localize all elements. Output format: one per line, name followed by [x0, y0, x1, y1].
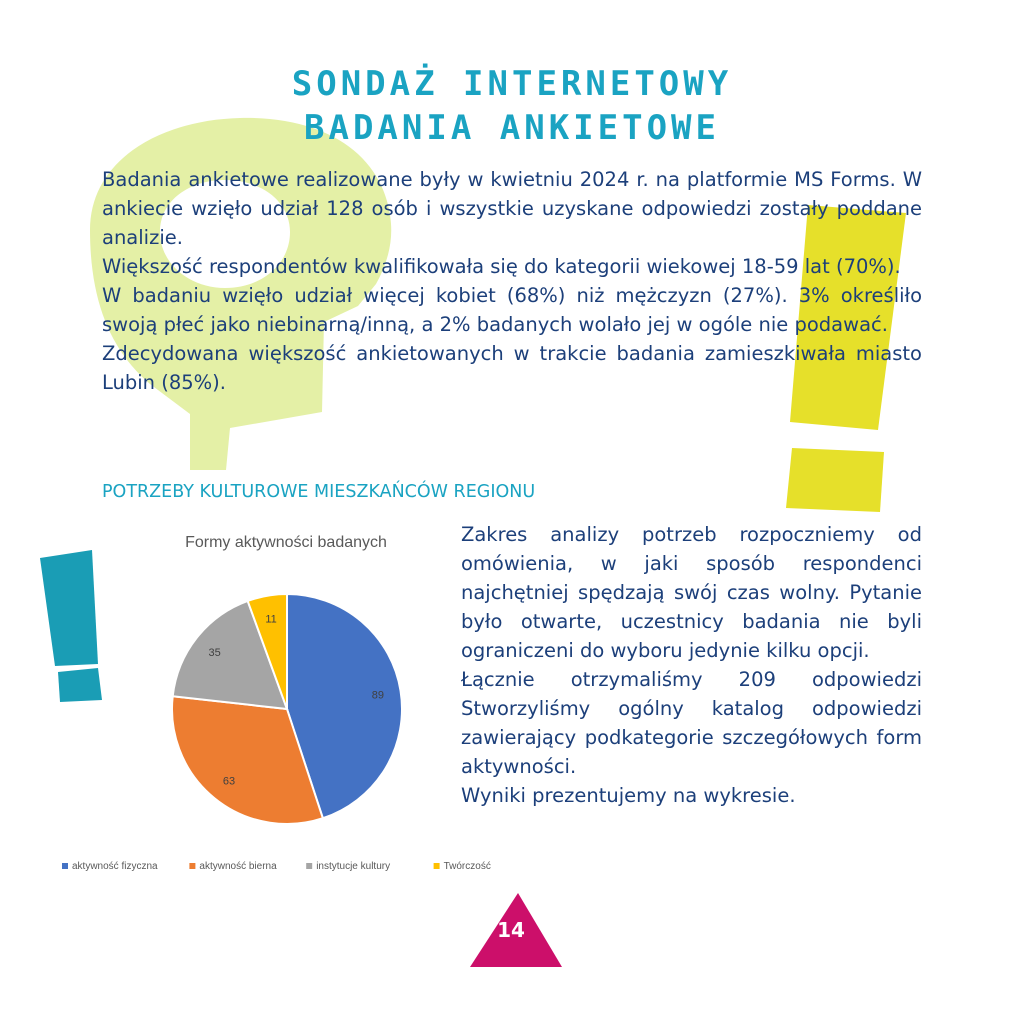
analysis-paragraph: Łącznie otrzymaliśmy 209 odpowiedzi Stworzyliśmy ogólny katalog odpowiedzi zawierający podkategorie szczegółowych form aktywności.: [461, 668, 922, 778]
analysis-text: [461, 520, 922, 810]
analysis-paragraph: Zakres analizy potrzeb rozpoczniemy od omówienia, w jaki sposób respondenci najchętniej spędzają swój czas wolny. Pytanie było otwarte, uczestnicy badania nie byli ograniczeni do wyboru jedynie kilku opcji.: [461, 523, 922, 662]
pie-data-label: 11: [265, 613, 277, 626]
analysis-paragraph: Wyniki prezentujemy na wykresie.: [461, 784, 796, 807]
intro-paragraph: Większość respondentów kwalifikowała się do kategorii wiekowej 18-59 lat (70%).: [102, 255, 901, 278]
title-line-1: SONDAŻ INTERNETOWY: [291, 64, 733, 104]
legend-label: instytucje kultury: [316, 861, 391, 872]
intro-paragraph: Zdecydowana większość ankietowanych w trakcie badania zamieszkiwała miasto Lubin (85%).: [102, 342, 922, 394]
intro-paragraph: W badaniu wzięło udział więcej kobiet (68%) niż mężczyzn (27%). 3% określiło swoją płeć jako niebinarną/inną, a 2% badanych wolało jej w ogóle nie podawać.: [102, 284, 922, 336]
legend-swatch: [189, 863, 195, 869]
page-title: [0, 62, 1024, 150]
intro-paragraph: Badania ankietowe realizowane były w kwietniu 2024 r. na platformie MS Forms. W ankiecie wzięło udział 128 osób i wszystkie uzyskane odpowiedzi zostały poddane analizie.: [102, 168, 922, 249]
exclamation-yellow-dot: [786, 448, 884, 512]
pie-data-label: 35: [208, 647, 221, 660]
legend-label: Twórczość: [443, 861, 491, 872]
section-heading: POTRZEBY KULTUROWE MIESZKAŃCÓW REGIONU: [102, 482, 536, 502]
title-line-2: BADANIA ANKIETOWE: [304, 108, 720, 148]
legend-swatch: [434, 863, 440, 869]
intro-text: [102, 165, 922, 397]
legend-label: aktywność fizyczna: [72, 861, 158, 872]
legend-swatch: [306, 863, 312, 869]
pie-data-label: 89: [371, 689, 384, 702]
chart-title: Formy aktywności badanych: [185, 534, 387, 551]
page-number: 14: [497, 918, 525, 942]
pie-data-label: 63: [222, 775, 236, 788]
legend-label: aktywność bierna: [199, 861, 277, 872]
legend-swatch: [62, 863, 68, 869]
